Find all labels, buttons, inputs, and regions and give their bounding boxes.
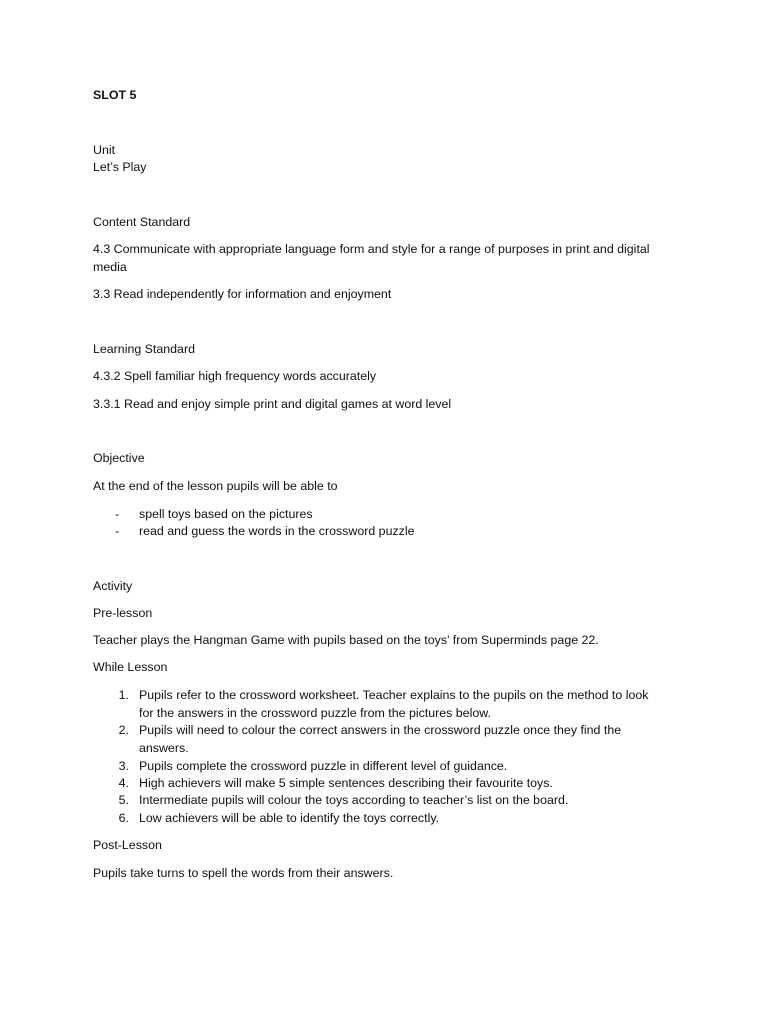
content-standard-item: 4.3 Communicate with appropriate language form and style for a range of purposes in print and digital media <box>93 242 650 274</box>
learning-standard-item: 3.3.1 Read and enjoy simple print and digital games at word level <box>93 397 452 411</box>
unit-value: Let’s Play <box>93 160 147 174</box>
learning-standard-heading: Learning Standard <box>93 342 195 356</box>
bullet-marker: - <box>115 507 120 521</box>
objective-bullet-text: read and guess the words in the crossword puzzle <box>139 524 415 538</box>
step-number: 2. <box>118 723 129 737</box>
while-lesson-step <box>93 687 659 723</box>
bullet-marker: - <box>115 524 120 538</box>
activity-heading: Activity <box>93 579 133 593</box>
while-lesson-heading: While Lesson <box>93 660 168 674</box>
pre-lesson-heading: Pre-lesson <box>93 606 153 620</box>
step-number: 6. <box>118 811 129 825</box>
content-standard-item: 3.3 Read independently for information and enjoyment <box>93 287 392 301</box>
step-number: 3. <box>118 759 129 773</box>
step-text: High achievers will make 5 simple sentences describing their favourite toys. <box>139 776 553 790</box>
post-lesson-heading: Post-Lesson <box>93 838 162 852</box>
step-text: Low achievers will be able to identify the toys correctly. <box>139 811 440 825</box>
step-text: Intermediate pupils will colour the toys according to teacher’s list on the board. <box>139 793 569 807</box>
objective-bullet-text: spell toys based on the pictures <box>139 507 313 521</box>
step-text: Pupils refer to the crossword worksheet. Teacher explains to the pupils on the method to look for the answers in the crossword puzzle from the pictures below. <box>139 688 649 720</box>
learning-standard-item: 4.3.2 Spell familiar high frequency words accurately <box>93 369 377 383</box>
step-number: 4. <box>118 776 129 790</box>
step-text: Pupils complete the crossword puzzle in different level of guidance. <box>139 759 508 773</box>
step-number: 1. <box>118 688 129 702</box>
while-lesson-step <box>93 722 659 758</box>
step-text: Pupils will need to colour the correct answers in the crossword puzzle once they find the answers. <box>139 723 622 755</box>
content-standard-heading: Content Standard <box>93 215 191 229</box>
post-lesson-text: Pupils take turns to spell the words from their answers. <box>93 866 394 880</box>
objective-intro: At the end of the lesson pupils will be able to <box>93 479 338 493</box>
slot-title: SLOT 5 <box>93 88 137 102</box>
pre-lesson-text: Teacher plays the Hangman Game with pupils based on the toys’ from Superminds page 22. <box>93 633 599 647</box>
unit-heading: Unit <box>93 143 116 157</box>
step-number: 5. <box>118 793 129 807</box>
objective-heading: Objective <box>93 451 145 465</box>
